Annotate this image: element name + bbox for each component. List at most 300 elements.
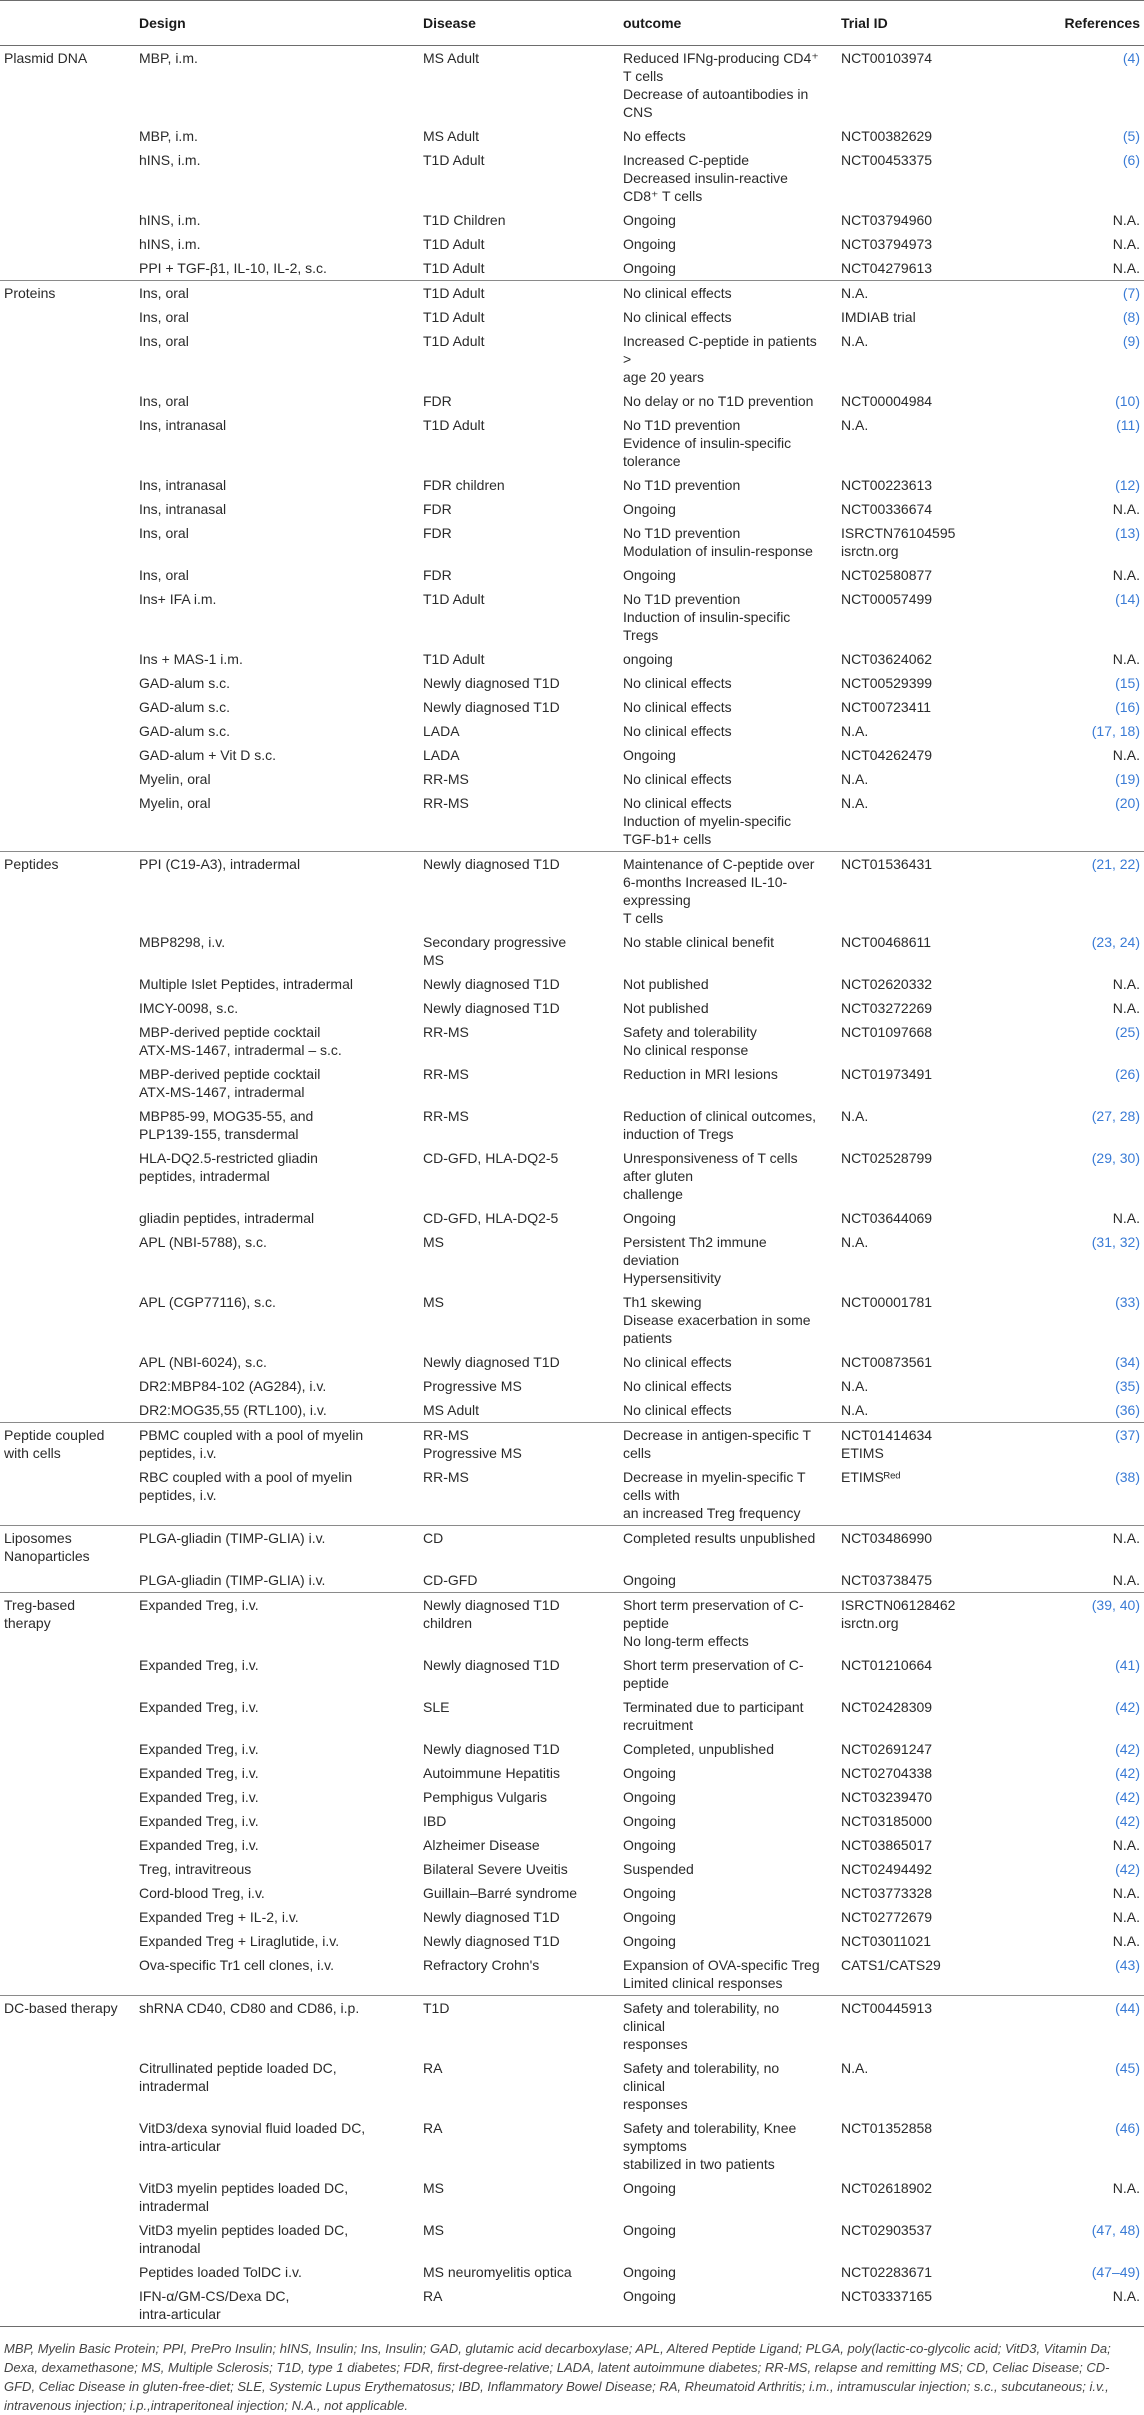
cell-references-text: (42): [1115, 1789, 1140, 1805]
table-row: [0, 208, 1144, 232]
cell-trial-id-line: NCT01097668: [841, 1024, 933, 1040]
cell-outcome: [615, 1398, 833, 1423]
table-row: [0, 2218, 1144, 2260]
table-row: [0, 1206, 1144, 1230]
cell-trial-id: [833, 719, 999, 743]
cell-design: [131, 1695, 415, 1737]
cell-design: [131, 930, 415, 972]
cell-design: [131, 791, 415, 852]
cell-disease-line: FDR: [423, 501, 452, 517]
cell-references: [999, 1833, 1144, 1857]
cell-trial-id: [833, 1020, 999, 1062]
cell-trial-id-line: N.A.: [841, 723, 869, 739]
cell-design: [131, 1785, 415, 1809]
cell-disease-line: LADA: [423, 723, 460, 739]
cell-design-line: Expanded Treg + Liraglutide, i.v.: [139, 1933, 340, 1949]
cell-trial-id-line: NCT03624062: [841, 651, 933, 667]
cell-category: [0, 124, 131, 148]
cell-disease: [415, 521, 615, 563]
cell-design-line: Multiple Islet Peptides, intradermal: [139, 976, 353, 992]
cell-disease: [415, 1857, 615, 1881]
cell-disease-line: T1D Adult: [423, 651, 485, 667]
cell-design: [131, 1568, 415, 1593]
cell-outcome-line: No clinical effects: [623, 309, 732, 325]
cell-outcome-line: No T1D prevention: [623, 417, 741, 433]
cell-outcome-line: Short term preservation of C-peptide: [623, 1657, 804, 1691]
header-category: [0, 1, 131, 46]
cell-disease-line: RA: [423, 2120, 443, 2136]
cell-references-text: (11): [1116, 417, 1140, 433]
cell-references: [999, 2260, 1144, 2284]
cell-design: [131, 1104, 415, 1146]
cell-trial-id: [833, 1230, 999, 1290]
cell-disease: [415, 2056, 615, 2116]
table-row: [0, 2176, 1144, 2218]
cell-outcome: [615, 2116, 833, 2176]
cell-references: [999, 1374, 1144, 1398]
cell-design-line: hINS, i.m.: [139, 152, 201, 168]
cell-category: [0, 1996, 131, 2057]
cell-trial-id-line: N.A.: [841, 285, 869, 301]
cell-references: [999, 329, 1144, 389]
cell-category-text: Liposomes Nanoparticles: [4, 1530, 90, 1564]
cell-references: [999, 1593, 1144, 1654]
cell-references-text: (38): [1115, 1469, 1140, 1485]
cell-outcome: [615, 2218, 833, 2260]
cell-design: [131, 719, 415, 743]
cell-trial-id: [833, 743, 999, 767]
cell-disease-line: Alzheimer Disease: [423, 1837, 540, 1853]
cell-trial-id-line: NCT00468611: [841, 934, 932, 950]
cell-outcome-line: Evidence of insulin-specific tolerance: [623, 435, 792, 469]
cell-outcome: [615, 1526, 833, 1569]
cell-references: [999, 413, 1144, 473]
cell-disease: [415, 413, 615, 473]
cell-category: [0, 208, 131, 232]
cell-category: [0, 521, 131, 563]
cell-trial-id-line: NCT00001781: [841, 1294, 933, 1310]
cell-design: [131, 281, 415, 306]
cell-disease: [415, 1062, 615, 1104]
cell-outcome-line: Completed, unpublished: [623, 1741, 774, 1757]
cell-references: [999, 1857, 1144, 1881]
table-row: [0, 1761, 1144, 1785]
cell-trial-id: [833, 389, 999, 413]
cell-outcome: [615, 256, 833, 281]
cell-disease: [415, 2284, 615, 2327]
cell-category: [0, 647, 131, 671]
table-row: [0, 719, 1144, 743]
cell-trial-id: [833, 930, 999, 972]
cell-design-line: IMCY-0098, s.c.: [139, 1000, 239, 1016]
cell-design-line: MBP, i.m.: [139, 50, 198, 66]
table-row: [0, 1785, 1144, 1809]
cell-trial-id-line: NCT01414634: [841, 1427, 933, 1443]
cell-references-text: (10): [1115, 393, 1140, 409]
cell-outcome-line: No clinical effects: [623, 795, 732, 811]
cell-references-text: (8): [1122, 309, 1140, 325]
cell-disease: [415, 46, 615, 125]
cell-design-line: VitD3 myelin peptides loaded DC,: [139, 2180, 349, 2196]
cell-category: [0, 1423, 131, 1466]
cell-trial-id-line: NCT03185000: [841, 1813, 933, 1829]
cell-disease: [415, 671, 615, 695]
cell-disease: [415, 305, 615, 329]
cell-disease: [415, 148, 615, 208]
cell-references-text: (45): [1115, 2060, 1140, 2076]
cell-trial-id-line: N.A.: [841, 417, 869, 433]
cell-design-line: Ins, oral: [139, 525, 189, 541]
cell-outcome-line: Reduction in MRI lesions: [623, 1066, 778, 1082]
cell-references: [999, 1905, 1144, 1929]
cell-trial-id-line: N.A.: [841, 1378, 869, 1394]
cell-category: [0, 587, 131, 647]
cell-outcome-line: Ongoing: [623, 1837, 676, 1853]
cell-outcome-line: ongoing: [623, 651, 673, 667]
cell-outcome-line: induction of Tregs: [623, 1126, 734, 1142]
cell-disease-line: RR-MS: [423, 1427, 469, 1443]
cell-references: [999, 2218, 1144, 2260]
cell-design: [131, 497, 415, 521]
cell-design-line: Expanded Treg + IL-2, i.v.: [139, 1909, 299, 1925]
cell-references: [999, 208, 1144, 232]
cell-outcome: [615, 473, 833, 497]
cell-category: [0, 1857, 131, 1881]
cell-trial-id-line: NCT01210664: [841, 1657, 933, 1673]
table-row: [0, 647, 1144, 671]
cell-outcome: [615, 1953, 833, 1996]
cell-references-text: (20): [1115, 795, 1140, 811]
cell-trial-id-line: NCT03272269: [841, 1000, 933, 1016]
table-row: [0, 1020, 1144, 1062]
cell-disease-line: MS: [423, 1234, 444, 1250]
cell-outcome-line: challenge: [623, 1186, 683, 1202]
cell-references: [999, 124, 1144, 148]
cell-disease-line: MS Adult: [423, 1402, 480, 1418]
cell-design-line: Ins, oral: [139, 567, 189, 583]
cell-outcome-line: Ongoing: [623, 2288, 676, 2304]
cell-disease-line: children: [423, 1615, 473, 1631]
cell-disease: [415, 208, 615, 232]
cell-category: [0, 1737, 131, 1761]
table-row: [0, 521, 1144, 563]
cell-design: [131, 1374, 415, 1398]
cell-trial-id: [833, 1374, 999, 1398]
cell-outcome-line: Not published: [623, 1000, 709, 1016]
cell-design: [131, 743, 415, 767]
cell-disease-line: T1D Adult: [423, 333, 485, 349]
cell-disease-line: Refractory Crohn's: [423, 1957, 540, 1973]
cell-outcome-line: No clinical effects: [623, 1354, 732, 1370]
cell-outcome: [615, 1785, 833, 1809]
cell-design: [131, 1881, 415, 1905]
cell-references-text: N.A.: [1112, 501, 1140, 517]
cell-disease: [415, 996, 615, 1020]
cell-design-line: MBP, i.m.: [139, 128, 198, 144]
cell-design: [131, 232, 415, 256]
cell-outcome-line: No clinical effects: [623, 675, 732, 691]
cell-references-text: N.A.: [1112, 1530, 1140, 1546]
cell-outcome: [615, 1929, 833, 1953]
cell-trial-id-line: N.A.: [841, 771, 869, 787]
cell-trial-id: [833, 2176, 999, 2218]
cell-design: [131, 1905, 415, 1929]
cell-trial-id: [833, 1206, 999, 1230]
cell-disease-line: RR-MS: [423, 1024, 469, 1040]
cell-trial-id-line: NCT03865017: [841, 1837, 933, 1853]
cell-trial-id-line: NCT03011021: [841, 1933, 932, 1949]
table-row: [0, 1881, 1144, 1905]
table-row: [0, 695, 1144, 719]
cell-outcome-line: Reduced IFNg-producing CD4⁺ T cells: [623, 50, 819, 84]
cell-trial-id-line: isrctn.org: [841, 1615, 899, 1631]
cell-trial-id: [833, 148, 999, 208]
cell-references-text: (4): [1122, 50, 1140, 66]
cell-disease: [415, 1785, 615, 1809]
cell-design-line: Expanded Treg, i.v.: [139, 1789, 259, 1805]
cell-references-text: N.A.: [1112, 260, 1140, 276]
cell-trial-id-line: ISRCTN76104595: [841, 525, 956, 541]
cell-references-text: N.A.: [1112, 2180, 1140, 2196]
cell-category: [0, 1230, 131, 1290]
cell-disease: [415, 1230, 615, 1290]
cell-disease: [415, 281, 615, 306]
cell-disease: [415, 124, 615, 148]
cell-disease: [415, 1020, 615, 1062]
cell-references-text: (46): [1115, 2120, 1140, 2136]
cell-design-line: Ins, oral: [139, 393, 189, 409]
header-trial-id: Trial ID: [833, 1, 999, 46]
cell-trial-id-line: ETIMS: [841, 1445, 884, 1461]
cell-disease-line: MS: [423, 1294, 444, 1310]
cell-design-line: IFN-α/GM-CS/Dexa DC,: [139, 2288, 290, 2304]
cell-trial-id: [833, 1929, 999, 1953]
table-row: [0, 124, 1144, 148]
cell-references: [999, 1929, 1144, 1953]
cell-trial-id-line: NCT03773328: [841, 1885, 933, 1901]
cell-disease: [415, 1996, 615, 2057]
cell-trial-id: [833, 1695, 999, 1737]
cell-disease: [415, 1568, 615, 1593]
cell-disease-line: Newly diagnosed T1D: [423, 1933, 560, 1949]
cell-trial-id: [833, 647, 999, 671]
cell-disease: [415, 972, 615, 996]
table-footnote: MBP, Myelin Basic Protein; PPI, PrePro Insulin; hINS, Insulin; Ins, Insulin; GAD, glutamic acid decarboxylase; APL, Altered Peptide Ligand; PLGA, poly(lactic-co-glycolic acid; VitD3, Vitamin Da; Dexa, dexamethasone; MS, Multiple Sclerosis; T1D, type 1 diabetes; FDR, first-degree-relative; LADA, latent autoimmune diabetes; RR-MS, relapse and remitting MS; CD, Celiac Disease; CD-GFD, Celiac Disease in gluten-free-diet; SLE, Systemic Lupus Erythematosus; IBD, Inflammatory Bowel Disease; RA, Rheumatoid Arthritis; i.m., intramuscular injection; s.c., subcutaneous; i.v., intravenous injection; i.p.,intraperitoneal injection; N.A., not applicable.: [4, 2341, 1111, 2413]
cell-outcome: [615, 1230, 833, 1290]
cell-references: [999, 587, 1144, 647]
cell-outcome-line: Maintenance of C-peptide over: [623, 856, 815, 872]
cell-trial-id: [833, 497, 999, 521]
cell-outcome-line: Safety and tolerability, no clinical: [623, 2000, 780, 2034]
cell-outcome-line: Increased C-peptide: [623, 152, 750, 168]
cell-trial-id: [833, 305, 999, 329]
cell-design: [131, 1809, 415, 1833]
table-row: [0, 587, 1144, 647]
cell-outcome-line: Ongoing: [623, 1909, 676, 1925]
cell-category: [0, 281, 131, 306]
header-outcome: outcome: [615, 1, 833, 46]
cell-disease-line: CD-GFD, HLA-DQ2-5: [423, 1210, 559, 1226]
cell-references: [999, 1350, 1144, 1374]
cell-outcome-line: Ongoing: [623, 260, 676, 276]
cell-design: [131, 1230, 415, 1290]
cell-design: [131, 695, 415, 719]
cell-outcome-line: No T1D prevention: [623, 477, 741, 493]
cell-category: [0, 996, 131, 1020]
cell-outcome: [615, 1104, 833, 1146]
cell-trial-id-line: CATS1/CATS29: [841, 1957, 941, 1973]
cell-design: [131, 473, 415, 497]
cell-design-line: Ins, intranasal: [139, 477, 227, 493]
cell-references-text: (34): [1115, 1354, 1140, 1370]
cell-category: [0, 1206, 131, 1230]
cell-design-line: APL (NBI-5788), s.c.: [139, 1234, 267, 1250]
cell-category: [0, 1833, 131, 1857]
cell-category-text: Peptides: [4, 856, 59, 872]
cell-references-text: (26): [1115, 1066, 1140, 1082]
cell-outcome-line: Safety and tolerability, Knee symptoms: [623, 2120, 797, 2154]
cell-design: [131, 1833, 415, 1857]
cell-disease-line: CD-GFD, HLA-DQ2-5: [423, 1150, 559, 1166]
cell-design-line: Expanded Treg, i.v.: [139, 1813, 259, 1829]
cell-design: [131, 208, 415, 232]
cell-references-text: (27, 28): [1091, 1108, 1140, 1124]
table-row: [0, 389, 1144, 413]
cell-trial-id-line: NCT02283671: [841, 2264, 933, 2280]
cell-outcome-line: T cells: [623, 910, 664, 926]
cell-disease: [415, 1695, 615, 1737]
cell-trial-id: [833, 46, 999, 125]
cell-trial-id: [833, 413, 999, 473]
cell-trial-id-line: NCT03738475: [841, 1572, 933, 1588]
cell-outcome: [615, 2056, 833, 2116]
table-row: [0, 1568, 1144, 1593]
cell-trial-id-line: NCT01352858: [841, 2120, 933, 2136]
cell-trial-id-line: NCT00223613: [841, 477, 933, 493]
cell-references-text: N.A.: [1112, 651, 1140, 667]
cell-disease-line: RR-MS: [423, 771, 469, 787]
cell-design: [131, 972, 415, 996]
table-row: [0, 1423, 1144, 1466]
cell-category: [0, 1290, 131, 1350]
table-row: [0, 767, 1144, 791]
cell-outcome: [615, 852, 833, 931]
table-body: [0, 46, 1144, 2327]
cell-design: [131, 305, 415, 329]
cell-references: [999, 1996, 1144, 2057]
cell-outcome-line: Induction of insulin-specific Tregs: [623, 609, 791, 643]
table-row: [0, 1593, 1144, 1654]
cell-disease-line: Newly diagnosed T1D: [423, 856, 560, 872]
cell-disease: [415, 719, 615, 743]
table-row: [0, 1146, 1144, 1206]
cell-trial-id: [833, 671, 999, 695]
cell-outcome: [615, 1996, 833, 2057]
cell-design: [131, 587, 415, 647]
cell-outcome: [615, 232, 833, 256]
cell-disease: [415, 1465, 615, 1526]
cell-references: [999, 1809, 1144, 1833]
cell-disease-line: Newly diagnosed T1D: [423, 1741, 560, 1757]
cell-design-line: Peptides loaded TolDC i.v.: [139, 2264, 302, 2280]
cell-category: [0, 2284, 131, 2327]
table-row: [0, 1526, 1144, 1569]
table-row: [0, 497, 1144, 521]
cell-disease-line: Newly diagnosed T1D: [423, 1657, 560, 1673]
cell-category: [0, 719, 131, 743]
cell-category: [0, 1374, 131, 1398]
cell-disease: [415, 1350, 615, 1374]
cell-design-line: intra-articular: [139, 2306, 221, 2322]
cell-outcome-line: Ongoing: [623, 236, 676, 252]
cell-design: [131, 2260, 415, 2284]
cell-references-text: (43): [1115, 1957, 1140, 1973]
cell-trial-id: [833, 1996, 999, 2057]
cell-trial-id-line: isrctn.org: [841, 543, 899, 559]
cell-references: [999, 1146, 1144, 1206]
cell-design-line: PBMC coupled with a pool of myelin: [139, 1427, 364, 1443]
cell-disease-line: LADA: [423, 747, 460, 763]
cell-design: [131, 1020, 415, 1062]
cell-trial-id: [833, 2260, 999, 2284]
cell-disease: [415, 563, 615, 587]
cell-design-line: ATX-MS-1467, intradermal: [139, 1084, 305, 1100]
cell-trial-id-line: NCT01973491: [841, 1066, 933, 1082]
cell-outcome: [615, 587, 833, 647]
cell-outcome-line: an increased Treg frequency: [623, 1505, 801, 1521]
cell-outcome-line: Hypersensitivity: [623, 1270, 722, 1286]
cell-category: [0, 148, 131, 208]
cell-disease-line: T1D Adult: [423, 309, 485, 325]
cell-trial-id-line: NCT00057499: [841, 591, 933, 607]
cell-disease: [415, 1905, 615, 1929]
cell-design-line: Myelin, oral: [139, 771, 211, 787]
cell-outcome: [615, 695, 833, 719]
cell-category: [0, 1929, 131, 1953]
cell-disease-line: MS: [423, 2180, 444, 2196]
cell-trial-id-line: N.A.: [841, 795, 869, 811]
cell-trial-id-line: NCT00529399: [841, 675, 933, 691]
cell-disease: [415, 791, 615, 852]
table-row: [0, 671, 1144, 695]
cell-disease-line: FDR: [423, 567, 452, 583]
table-row: [0, 2284, 1144, 2327]
cell-outcome-line: Modulation of insulin-response: [623, 543, 813, 559]
cell-trial-id: [833, 587, 999, 647]
cell-design: [131, 1996, 415, 2057]
cell-outcome: [615, 1374, 833, 1398]
cell-trial-id: [833, 1785, 999, 1809]
cell-references-text: (47, 48): [1091, 2222, 1140, 2238]
cell-outcome-line: Persistent Th2 immune deviation: [623, 1234, 767, 1268]
cell-outcome: [615, 1593, 833, 1654]
cell-design: [131, 1737, 415, 1761]
cell-trial-id: [833, 1833, 999, 1857]
cell-outcome-line: Ongoing: [623, 1933, 676, 1949]
cell-design-line: Cord-blood Treg, i.v.: [139, 1885, 265, 1901]
cell-trial-id-line: NCT02494492: [841, 1861, 933, 1877]
cell-outcome-line: Ongoing: [623, 1765, 676, 1781]
cell-outcome-line: Ongoing: [623, 567, 676, 583]
cell-category: [0, 695, 131, 719]
cell-trial-id: [833, 1857, 999, 1881]
table-row: [0, 563, 1144, 587]
cell-design-line: ATX-MS-1467, intradermal – s.c.: [139, 1042, 342, 1058]
cell-references: [999, 389, 1144, 413]
cell-outcome-line: No clinical effects: [623, 723, 732, 739]
cell-outcome-line: Terminated due to participant: [623, 1699, 804, 1715]
cell-trial-id-line: NCT03644069: [841, 1210, 933, 1226]
